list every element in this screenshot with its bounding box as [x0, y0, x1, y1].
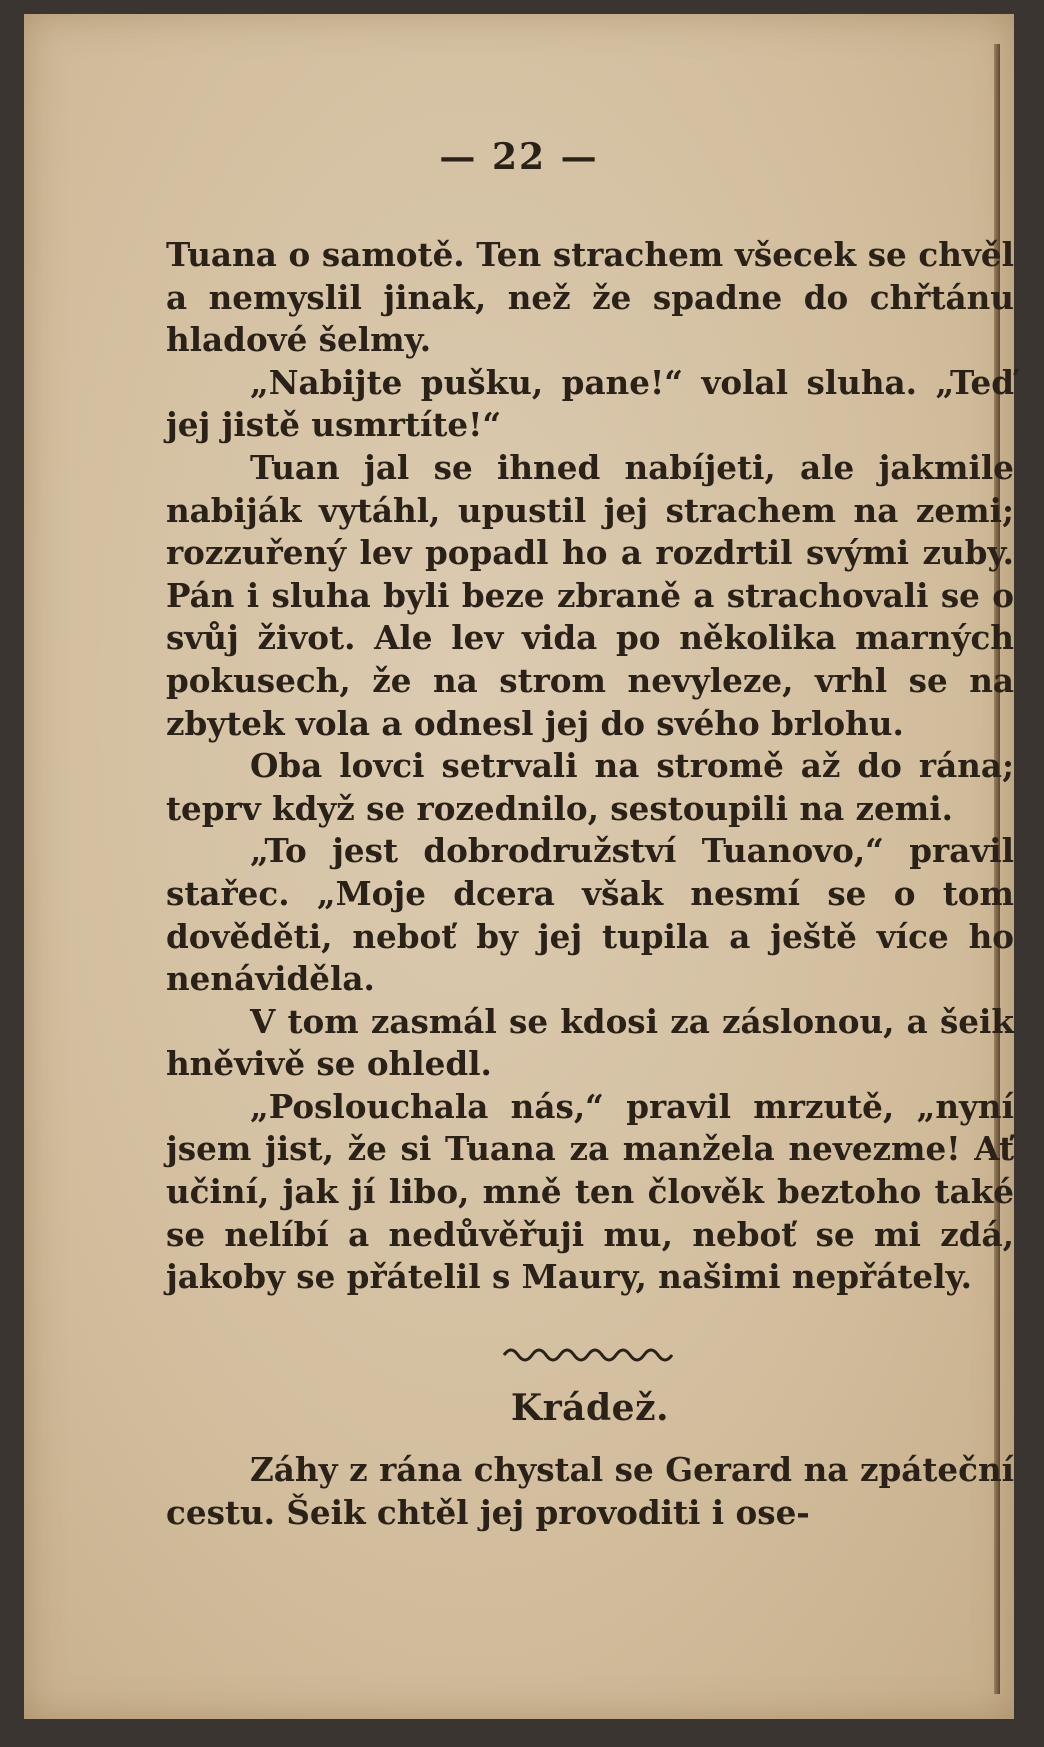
- ornamental-divider: [166, 1333, 1014, 1357]
- page-text: [166, 234, 1014, 1535]
- section-title: Krádež.: [510, 1386, 670, 1429]
- paragraph-7: „Poslouchala nás,“ pravil mrzutě, „nyní jsem jist, že si Tuana za manžela nevezme! Ať učiní, jak jí libo, mně ten člověk beztoho také se nelíbí a nedůvěřuji mu, neboť se mi zdá, jakoby se přátelil s Maury, našimi nepřátely.: [166, 1086, 1014, 1297]
- page-number: — 22 —: [439, 136, 599, 178]
- paragraph-3: Tuan jal se ihned nabíjeti, ale jakmile nabiják vytáhl, upustil jej strachem na zemi; rozzuřený lev popadl ho a rozdrtil svými zuby. Pán i sluha byli beze zbraně a strachovali se o svůj život. Ale lev vida po několika marných pokusech, že na strom nevyleze, vrhl se na zbytek vola a odnesl jej do svého brlohu.: [166, 447, 1014, 743]
- wave-ornament-icon: [500, 1345, 680, 1365]
- paragraph-8: Záhy z rána chystal se Gerard na zpáteční cestu. Šeik chtěl jej provoditi i ose-: [166, 1450, 1014, 1533]
- paragraph-1: Tuana o samotě. Ten strachem všecek se chvěl a nemyslil jinak, než že spadne do chřtánu hladové šelmy.: [166, 235, 1014, 360]
- paragraph-5: „To jest dobrodružství Tuanovo,“ pravil stařec. „Moje dcera však nesmí se o tom dověděti, neboť by jej tupila a ještě více ho nenáviděla.: [166, 831, 1014, 999]
- paragraph-2: „Nabijte pušku, pane!“ volal sluha. „Teď jej jistě usmrtíte!“: [166, 362, 1014, 445]
- paragraph-4: Oba lovci setrvali na stromě až do rána; teprv když se rozednilo, sestoupili na zemi.: [166, 746, 1014, 828]
- paragraph-6: V tom zasmál se kdosi za záslonou, a šeik hněvivě se ohledl.: [166, 1001, 1014, 1084]
- book-page: [24, 14, 1014, 1719]
